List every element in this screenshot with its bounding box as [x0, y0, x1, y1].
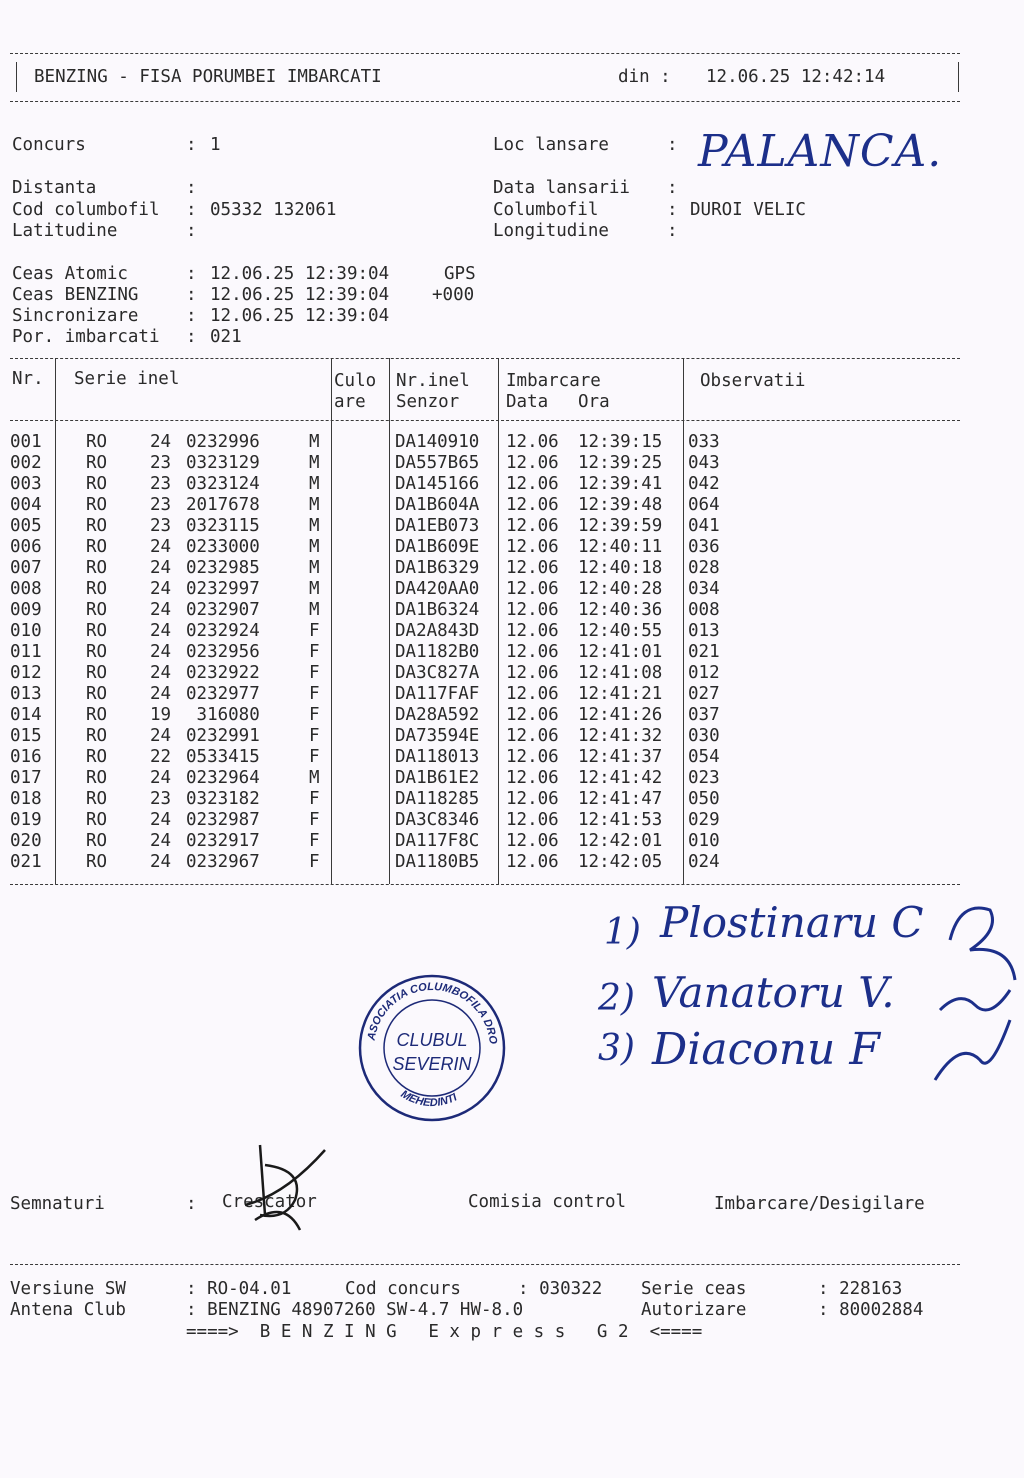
info-sep: :: [667, 200, 678, 220]
row-senzor: DA1B61E2: [395, 768, 480, 788]
row-sex: M: [309, 495, 320, 515]
row-obs: 042: [688, 474, 720, 494]
row-an: 23: [150, 495, 172, 515]
row-ora: 12:41:26: [578, 705, 663, 725]
row-senzor: DA1EB073: [395, 516, 480, 536]
row-senzor: DA3C827A: [395, 663, 480, 683]
row-ora: 12:39:59: [578, 516, 663, 536]
row-sex: F: [309, 831, 320, 851]
row-ora: 12:41:01: [578, 642, 663, 662]
row-data: 12.06: [506, 600, 559, 620]
row-inel: 0323182: [186, 789, 260, 809]
row-sex: M: [309, 558, 320, 578]
info-label: Data lansarii: [493, 178, 630, 198]
row-sex: M: [309, 453, 320, 473]
row-tara: RO: [86, 747, 108, 767]
header-culoare-1: Culo: [334, 371, 377, 391]
clock-sep: :: [186, 264, 197, 284]
row-data: 12.06: [506, 810, 559, 830]
row-obs: 027: [688, 684, 720, 704]
row-an: 24: [150, 558, 172, 578]
row-tara: RO: [86, 453, 108, 473]
header-observatii: Observatii: [700, 371, 806, 391]
row-tara: RO: [86, 516, 108, 536]
row-ora: 12:42:05: [578, 852, 663, 872]
row-inel: 0323124: [186, 474, 260, 494]
info-value: DUROI VELIC: [690, 200, 806, 220]
header-data: Data: [506, 392, 549, 412]
info-sep: :: [186, 135, 197, 155]
clock-value: 12.06.25 12:39:04: [210, 264, 390, 284]
row-data: 12.06: [506, 705, 559, 725]
row-inel: 0233000: [186, 537, 260, 557]
info-value: 1: [210, 135, 221, 155]
row-ora: 12:41:32: [578, 726, 663, 746]
commission-name: Plostinaru C: [660, 898, 924, 947]
handwritten-location: PALANCA.: [698, 126, 943, 177]
signature-imbarcare: Imbarcare/Desigilare: [714, 1194, 925, 1214]
row-sex: M: [309, 432, 320, 452]
row-nr: 017: [10, 768, 42, 788]
row-ora: 12:41:53: [578, 810, 663, 830]
header-serie: Serie inel: [74, 369, 180, 389]
row-an: 24: [150, 621, 172, 641]
row-data: 12.06: [506, 663, 559, 683]
clock-label: Ceas Atomic: [12, 264, 128, 284]
row-data: 12.06: [506, 516, 559, 536]
row-sex: M: [309, 579, 320, 599]
footer-sw-value: : RO-04.01: [186, 1279, 292, 1299]
commission-number: 1): [604, 912, 641, 953]
clock-extra: +000: [432, 285, 475, 305]
row-an: 24: [150, 432, 172, 452]
row-tara: RO: [86, 684, 108, 704]
row-inel: 0232997: [186, 579, 260, 599]
row-ora: 12:40:28: [578, 579, 663, 599]
row-inel: 0232917: [186, 831, 260, 851]
clock-value: 12.06.25 12:39:04: [210, 306, 390, 326]
header-ora: Ora: [578, 392, 610, 412]
row-obs: 010: [688, 831, 720, 851]
row-obs: 037: [688, 705, 720, 725]
pen-scribbles: [920, 880, 1020, 1110]
row-ora: 12:41:42: [578, 768, 663, 788]
clock-sep: :: [186, 327, 197, 347]
row-obs: 028: [688, 558, 720, 578]
row-an: 23: [150, 474, 172, 494]
stamp-ring-text: ASOCIATIA COLUMBOFILA DRO: [365, 980, 499, 1045]
row-data: 12.06: [506, 558, 559, 578]
row-nr: 012: [10, 663, 42, 683]
commission-number: 2): [598, 978, 635, 1019]
footer-autor-label: Autorizare: [641, 1300, 747, 1320]
row-data: 12.06: [506, 747, 559, 767]
row-sex: M: [309, 600, 320, 620]
row-obs: 029: [688, 810, 720, 830]
footer-autor-value: : 80002884: [818, 1300, 924, 1320]
row-nr: 008: [10, 579, 42, 599]
clock-sep: :: [186, 285, 197, 305]
row-sex: F: [309, 684, 320, 704]
row-senzor: DA420AA0: [395, 579, 480, 599]
row-an: 24: [150, 810, 172, 830]
row-ora: 12:41:37: [578, 747, 663, 767]
info-sep: :: [667, 221, 678, 241]
row-sex: F: [309, 663, 320, 683]
row-obs: 050: [688, 789, 720, 809]
row-inel: 0232907: [186, 600, 260, 620]
row-data: 12.06: [506, 831, 559, 851]
row-sex: M: [309, 768, 320, 788]
row-inel: 0232987: [186, 810, 260, 830]
row-data: 12.06: [506, 579, 559, 599]
row-inel: 0232964: [186, 768, 260, 788]
row-nr: 003: [10, 474, 42, 494]
signature-comisia: Comisia control: [468, 1192, 627, 1212]
row-an: 24: [150, 537, 172, 557]
row-inel: 316080: [186, 705, 260, 725]
row-senzor: DA117FAF: [395, 684, 480, 704]
row-sex: M: [309, 537, 320, 557]
row-tara: RO: [86, 789, 108, 809]
row-an: 24: [150, 768, 172, 788]
info-sep: :: [186, 178, 197, 198]
row-nr: 010: [10, 621, 42, 641]
commission-name: Vanatoru V.: [652, 968, 895, 1017]
row-an: 23: [150, 516, 172, 536]
info-label: Cod columbofil: [12, 200, 160, 220]
row-nr: 013: [10, 684, 42, 704]
row-obs: 023: [688, 768, 720, 788]
row-nr: 011: [10, 642, 42, 662]
row-nr: 021: [10, 852, 42, 872]
row-obs: 033: [688, 432, 720, 452]
club-stamp: [356, 972, 508, 1124]
row-inel: 2017678: [186, 495, 260, 515]
row-sex: F: [309, 642, 320, 662]
row-nr: 019: [10, 810, 42, 830]
row-obs: 043: [688, 453, 720, 473]
row-sex: F: [309, 789, 320, 809]
row-obs: 024: [688, 852, 720, 872]
clock-extra: GPS: [444, 264, 476, 284]
row-ora: 12:40:18: [578, 558, 663, 578]
row-tara: RO: [86, 432, 108, 452]
row-an: 22: [150, 747, 172, 767]
row-sex: F: [309, 810, 320, 830]
info-sep: :: [186, 221, 197, 241]
row-inel: 0232922: [186, 663, 260, 683]
row-data: 12.06: [506, 432, 559, 452]
row-obs: 036: [688, 537, 720, 557]
row-inel: 0232985: [186, 558, 260, 578]
row-data: 12.06: [506, 621, 559, 641]
row-an: 24: [150, 663, 172, 683]
row-inel: 0232924: [186, 621, 260, 641]
signatures-label: Semnaturi: [10, 1194, 105, 1214]
info-label: Distanta: [12, 178, 97, 198]
row-an: 24: [150, 831, 172, 851]
clock-value: 12.06.25 12:39:04: [210, 285, 390, 305]
row-nr: 015: [10, 726, 42, 746]
row-obs: 041: [688, 516, 720, 536]
date-label: din :: [618, 67, 671, 87]
stamp-bottom-text: MEHEDINTI: [398, 1088, 459, 1110]
row-data: 12.06: [506, 768, 559, 788]
row-tara: RO: [86, 495, 108, 515]
row-ora: 12:40:36: [578, 600, 663, 620]
row-sex: F: [309, 852, 320, 872]
footer-antena-value: : BENZING 48907260 SW-4.7 HW-8.0: [186, 1300, 524, 1320]
row-data: 12.06: [506, 852, 559, 872]
row-senzor: DA118013: [395, 747, 480, 767]
row-nr: 007: [10, 558, 42, 578]
row-obs: 030: [688, 726, 720, 746]
row-senzor: DA2A843D: [395, 621, 480, 641]
row-tara: RO: [86, 537, 108, 557]
header-nr: Nr.: [12, 369, 44, 389]
clock-label: Sincronizare: [12, 306, 139, 326]
row-senzor: DA28A592: [395, 705, 480, 725]
row-data: 12.06: [506, 453, 559, 473]
row-tara: RO: [86, 642, 108, 662]
row-sex: F: [309, 726, 320, 746]
document-title: BENZING - FISA PORUMBEI IMBARCATI: [34, 67, 382, 87]
footer-cod-value: : 030322: [518, 1279, 603, 1299]
row-tara: RO: [86, 705, 108, 725]
row-inel: 0323129: [186, 453, 260, 473]
row-sex: M: [309, 516, 320, 536]
row-an: 24: [150, 600, 172, 620]
info-value: 05332 132061: [210, 200, 337, 220]
row-ora: 12:40:11: [578, 537, 663, 557]
row-tara: RO: [86, 852, 108, 872]
stamp-line-1: CLUBUL: [396, 1030, 468, 1050]
footer-cod-label: Cod concurs: [345, 1279, 461, 1299]
row-inel: 0533415: [186, 747, 260, 767]
header-inel-2: Senzor: [396, 392, 460, 412]
row-senzor: DA117F8C: [395, 831, 480, 851]
info-sep: :: [667, 135, 678, 155]
row-tara: RO: [86, 831, 108, 851]
row-obs: 021: [688, 642, 720, 662]
signatures-sep: :: [186, 1194, 197, 1214]
row-senzor: DA140910: [395, 432, 480, 452]
info-sep: :: [186, 200, 197, 220]
row-data: 12.06: [506, 537, 559, 557]
row-nr: 001: [10, 432, 42, 452]
row-senzor: DA1B6324: [395, 600, 480, 620]
row-senzor: DA118285: [395, 789, 480, 809]
row-tara: RO: [86, 474, 108, 494]
row-nr: 018: [10, 789, 42, 809]
row-ora: 12:39:15: [578, 432, 663, 452]
row-ora: 12:39:25: [578, 453, 663, 473]
row-an: 24: [150, 642, 172, 662]
row-senzor: DA1180B5: [395, 852, 480, 872]
row-tara: RO: [86, 810, 108, 830]
row-data: 12.06: [506, 474, 559, 494]
signature-crescator: Crescator: [222, 1192, 317, 1212]
date-value: 12.06.25 12:42:14: [706, 67, 886, 87]
footer-sw-label: Versiune SW: [10, 1279, 126, 1299]
row-tara: RO: [86, 768, 108, 788]
row-an: 23: [150, 453, 172, 473]
row-tara: RO: [86, 558, 108, 578]
row-ora: 12:42:01: [578, 831, 663, 851]
row-an: 24: [150, 684, 172, 704]
row-data: 12.06: [506, 684, 559, 704]
row-obs: 034: [688, 579, 720, 599]
row-an: 19: [150, 705, 172, 725]
clock-value: 021: [210, 327, 242, 347]
row-inel: 0323115: [186, 516, 260, 536]
row-data: 12.06: [506, 726, 559, 746]
row-senzor: DA1B6329: [395, 558, 480, 578]
row-obs: 013: [688, 621, 720, 641]
row-senzor: DA557B65: [395, 453, 480, 473]
row-tara: RO: [86, 621, 108, 641]
row-ora: 12:40:55: [578, 621, 663, 641]
row-ora: 12:41:21: [578, 684, 663, 704]
row-an: 24: [150, 579, 172, 599]
row-nr: 014: [10, 705, 42, 725]
row-obs: 012: [688, 663, 720, 683]
clock-sep: :: [186, 306, 197, 326]
info-label: Loc lansare: [493, 135, 609, 155]
footer-brand: ====> B E N Z I N G E x p r e s s G 2 <====: [186, 1322, 703, 1342]
row-an: 23: [150, 789, 172, 809]
footer-serie-value: : 228163: [818, 1279, 903, 1299]
info-label: Concurs: [12, 135, 86, 155]
row-inel: 0232991: [186, 726, 260, 746]
row-sex: F: [309, 621, 320, 641]
row-inel: 0232977: [186, 684, 260, 704]
clock-label: Ceas BENZING: [12, 285, 139, 305]
row-obs: 008: [688, 600, 720, 620]
row-nr: 016: [10, 747, 42, 767]
row-an: 24: [150, 852, 172, 872]
row-obs: 054: [688, 747, 720, 767]
row-sex: F: [309, 705, 320, 725]
row-inel: 0232996: [186, 432, 260, 452]
row-senzor: DA145166: [395, 474, 480, 494]
row-senzor: DA1B604A: [395, 495, 480, 515]
row-ora: 12:41:08: [578, 663, 663, 683]
info-label: Columbofil: [493, 200, 599, 220]
row-nr: 002: [10, 453, 42, 473]
row-inel: 0232956: [186, 642, 260, 662]
row-senzor: DA3C8346: [395, 810, 480, 830]
footer-serie-label: Serie ceas: [641, 1279, 747, 1299]
info-label: Longitudine: [493, 221, 609, 241]
row-data: 12.06: [506, 789, 559, 809]
row-nr: 020: [10, 831, 42, 851]
row-nr: 005: [10, 516, 42, 536]
header-imbarcare: Imbarcare: [506, 371, 601, 391]
stamp-line-2: SEVERIN: [392, 1054, 472, 1074]
row-inel: 0232967: [186, 852, 260, 872]
row-tara: RO: [86, 726, 108, 746]
info-label: Latitudine: [12, 221, 118, 241]
row-nr: 009: [10, 600, 42, 620]
row-ora: 12:39:48: [578, 495, 663, 515]
row-sex: F: [309, 747, 320, 767]
header-inel-1: Nr.inel: [396, 371, 470, 391]
header-culoare-2: are: [334, 392, 366, 412]
info-sep: :: [667, 178, 678, 198]
row-nr: 004: [10, 495, 42, 515]
crescator-signature-mark: [225, 1135, 335, 1235]
row-senzor: DA1B609E: [395, 537, 480, 557]
row-ora: 12:41:47: [578, 789, 663, 809]
row-obs: 064: [688, 495, 720, 515]
commission-number: 3): [598, 1028, 635, 1069]
row-senzor: DA1182B0: [395, 642, 480, 662]
row-tara: RO: [86, 579, 108, 599]
row-nr: 006: [10, 537, 42, 557]
row-ora: 12:39:41: [578, 474, 663, 494]
row-tara: RO: [86, 600, 108, 620]
row-an: 24: [150, 726, 172, 746]
clock-label: Por. imbarcati: [12, 327, 160, 347]
row-tara: RO: [86, 663, 108, 683]
row-senzor: DA73594E: [395, 726, 480, 746]
row-data: 12.06: [506, 642, 559, 662]
row-sex: M: [309, 474, 320, 494]
commission-name: Diaconu F: [652, 1024, 880, 1075]
row-data: 12.06: [506, 495, 559, 515]
footer-antena-label: Antena Club: [10, 1300, 126, 1320]
